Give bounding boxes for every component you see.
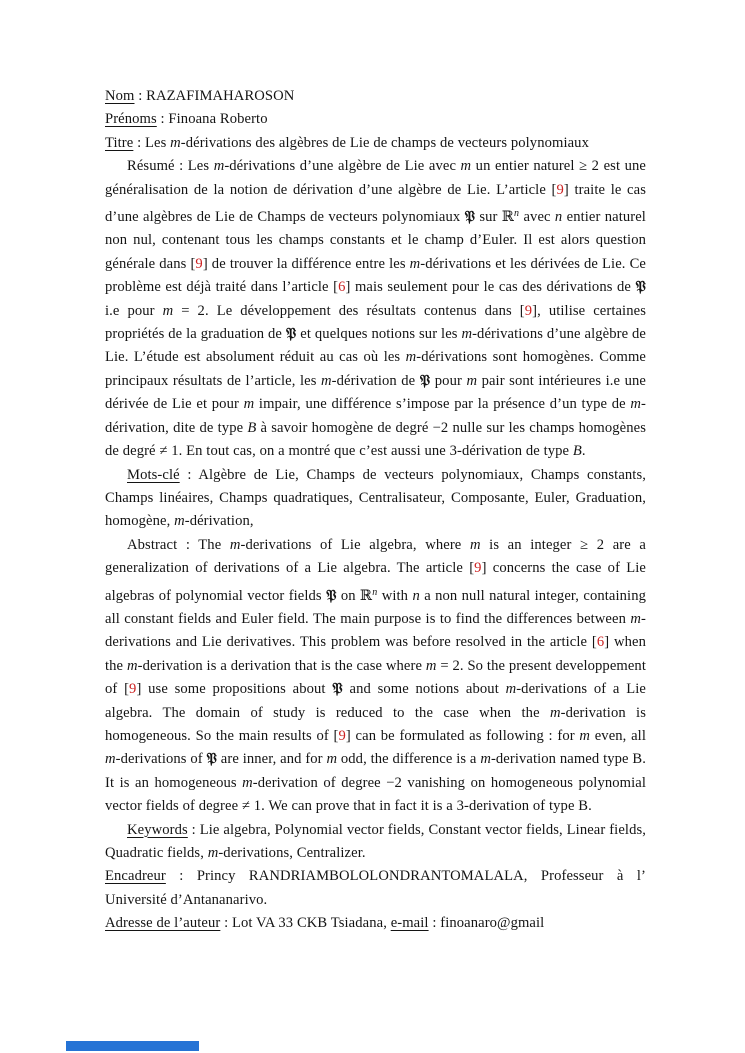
text-segment: Nom	[105, 88, 135, 104]
text-segment: B	[247, 419, 257, 436]
text-segment: is an integer ≥ 2 are a generalization of derivations of a Lie algebra. The article [	[105, 536, 646, 577]
text-segment: -dérivation de	[331, 372, 420, 389]
text-segment: avec	[519, 209, 555, 226]
text-segment: n	[412, 587, 420, 604]
text-segment: = 2. Le développement des résultats contenus dans [	[173, 302, 525, 319]
text-segment: un entier naturel ≥ 2 est une généralisation de la notion de dérivation d’une algèbre de Lie. L’article [	[105, 158, 646, 198]
text-segment: ] concerns the case of Lie algebras of polynomial vector fields	[105, 560, 646, 604]
text-segment: et quelques notions sur les	[296, 326, 462, 343]
text-segment: m	[549, 704, 561, 721]
text-segment: -derivation is a derivation that is the case where	[137, 657, 426, 674]
text-segment: 𝔓	[285, 326, 297, 343]
text-segment: -derivation named type B. It is an homogeneous	[105, 751, 646, 791]
text-segment: Encadreur	[105, 868, 166, 885]
text-segment: m	[480, 751, 491, 768]
text-segment: ] use some propositions about	[136, 681, 333, 698]
text-segment: -derivations of Lie algebra, where	[240, 536, 470, 553]
text-segment: odd, the difference is a	[337, 751, 481, 768]
text-segment: i.e pour	[105, 302, 163, 319]
text-segment: -dérivations des algèbres de Lie de champs de vecteurs polynomiaux	[180, 134, 589, 151]
nom-line	[105, 85, 646, 108]
text-segment: -dérivations d’une algèbre de Lie. L’étude est absolument réduit au cas où les	[105, 326, 647, 366]
text-segment: m	[505, 681, 517, 698]
text-segment: m	[409, 255, 421, 272]
encadreur-line	[105, 865, 646, 912]
text-segment: n	[554, 209, 563, 226]
text-segment: -dérivations d’une algèbre de Lie avec	[224, 158, 461, 175]
keywords-paragraph	[105, 819, 646, 866]
text-segment: e-mail	[390, 915, 429, 932]
text-segment: pair sont intérieures i.e une dérivée de Lie et pour	[105, 372, 646, 413]
text-segment: : RAZAFIMAHAROSON	[134, 88, 295, 104]
text-segment: m	[213, 158, 225, 175]
text-segment: m	[229, 536, 241, 553]
citation-link[interactable]: 9	[129, 681, 137, 698]
text-segment: with	[377, 587, 413, 604]
text-segment: ], utilise certaines propriétés de la graduation de	[105, 302, 646, 343]
text-segment: : Finoana Roberto	[156, 111, 268, 128]
text-segment: m	[243, 396, 255, 413]
text-segment: 𝔓	[332, 681, 343, 698]
adresse-line	[105, 912, 646, 935]
text-segment: 𝔓	[464, 209, 476, 226]
text-segment: B	[572, 443, 582, 460]
text-segment: -dérivations sont homogènes. Comme principaux résultats de l’article, les	[105, 349, 646, 389]
text-segment: m	[174, 513, 185, 530]
citation-link[interactable]: 6	[596, 634, 605, 651]
text-segment: on ℝ	[336, 587, 373, 604]
text-segment: -derivations, Centralizer.	[218, 845, 366, 861]
text-segment: m	[579, 727, 591, 744]
text-segment: m	[461, 326, 473, 343]
text-segment: m	[207, 845, 219, 861]
text-segment: Mots-clé	[127, 466, 180, 483]
text-segment: m	[405, 349, 417, 366]
text-segment: m	[469, 536, 481, 553]
text-segment: -dérivation, dite de type	[105, 396, 646, 436]
resume-paragraph	[105, 155, 646, 463]
text-segment: and some notions about	[342, 681, 506, 698]
text-segment: m	[630, 610, 642, 627]
citation-link[interactable]: 9	[338, 727, 346, 744]
text-segment: -derivations and Lie derivatives. This problem was before resolved in the article [	[105, 610, 646, 651]
text-segment: n	[514, 208, 520, 220]
text-segment: m	[170, 134, 181, 151]
text-segment: ] mais seulement pour le cas des dérivations de	[345, 279, 636, 296]
prenoms-line	[105, 108, 646, 131]
text-segment: Prénoms	[105, 111, 157, 128]
text-segment: : finoanaro@gmail	[428, 915, 545, 932]
mots-cle-paragraph	[105, 464, 646, 534]
text-segment: 𝔓	[326, 587, 337, 604]
abstract-paragraph	[105, 534, 646, 819]
text-segment: ] when the	[105, 634, 647, 674]
text-segment: : Les	[133, 134, 171, 151]
text-segment: Titre	[105, 134, 134, 151]
text-segment: Résumé : Les	[127, 158, 214, 175]
text-segment: m	[466, 372, 478, 389]
text-segment: Keywords	[127, 821, 188, 838]
text-segment: are inner, and for	[217, 751, 327, 768]
citation-link[interactable]: 9	[474, 560, 482, 577]
citation-link[interactable]: 9	[195, 255, 203, 272]
text-segment: : Algèbre de Lie, Champs de vecteurs polynomiaux, Champs constants, Champs linéaires, Champs quadratiques, Centralisateur, Composante, Euler, Graduation, homogène,	[105, 466, 646, 530]
text-segment: -dérivation,	[184, 513, 254, 530]
text-segment: m	[326, 751, 338, 768]
thesis-abstract-document	[105, 85, 646, 936]
text-segment: m	[105, 751, 116, 768]
text-segment: entier naturel non nul, contenant tous les champs constants et le champ d’Euler. Il est alors question générale dans [	[105, 209, 646, 272]
text-segment: : Princy RANDRIAMBOLOLONDRANTOMALALA, Professeur à l’ Université d’Antananarivo.	[105, 868, 646, 908]
text-segment: m	[630, 396, 642, 413]
text-segment: à savoir homogène de degré −2 nulle sur les champs homogènes de degré ≠ 1. En tout cas, on a montré que c’est aussi une 3-dérivation de type	[105, 419, 646, 460]
text-segment: -derivation is homogeneous. So the main results of [	[105, 704, 646, 744]
text-segment: : Lie algebra, Polynomial vector fields, Constant vector fields, Linear fields, Quadratic fields,	[105, 821, 646, 861]
text-segment: pour	[430, 372, 467, 389]
text-segment: a non null natural integer, containing all constant fields and Euler field. The main purpose is to find the differences between	[105, 587, 646, 627]
citation-link[interactable]: 9	[556, 181, 564, 198]
text-segment: m	[460, 158, 472, 175]
text-segment: -dérivations et les dérivées de Lie. Ce problème est déjà traité dans l’article [	[105, 255, 646, 296]
text-segment: 𝔓	[419, 372, 431, 389]
text-segment: 𝔓	[206, 751, 217, 768]
text-segment: ] de trouver la différence entre les	[202, 255, 410, 272]
text-segment: m	[162, 302, 174, 319]
text-segment: : Lot VA 33 CKB Tsiadana,	[220, 915, 391, 932]
text-segment: m	[242, 774, 253, 791]
text-segment: m	[126, 657, 138, 674]
text-segment: m	[425, 657, 437, 674]
text-segment: .	[581, 443, 586, 460]
text-segment: Adresse de l’auteur	[105, 915, 221, 932]
citation-link[interactable]: 6	[338, 279, 346, 296]
citation-link[interactable]: 9	[524, 302, 533, 319]
text-segment: impair, une différence s’impose par la présence d’un type de	[254, 396, 631, 413]
text-segment: = 2. So the present developpement of [	[105, 657, 646, 698]
bottom-accent-bar	[66, 1041, 199, 1051]
text-segment: -derivation of degree −2 vanishing on homogeneous polynomial vector fields of degree ≠ 1. We can prove that in fact it is a 3-derivation of type B.	[105, 774, 646, 815]
text-segment: sur ℝ	[475, 209, 515, 226]
text-segment: m	[321, 372, 332, 389]
text-segment: 𝔓	[635, 279, 646, 296]
titre-line	[105, 132, 646, 155]
text-segment: ] can be formulated as following : for	[345, 727, 580, 744]
text-segment: ] traite le cas d’une algèbres de Lie de Champs de vecteurs polynomiaux	[105, 181, 646, 226]
text-segment: -derivations of a Lie algebra. The domain of study is reduced to the case when the	[105, 681, 646, 721]
text-segment: -derivations of	[115, 751, 207, 768]
text-segment: even, all	[590, 727, 646, 744]
text-segment: Abstract : The	[127, 536, 230, 553]
text-segment: n	[372, 586, 378, 598]
